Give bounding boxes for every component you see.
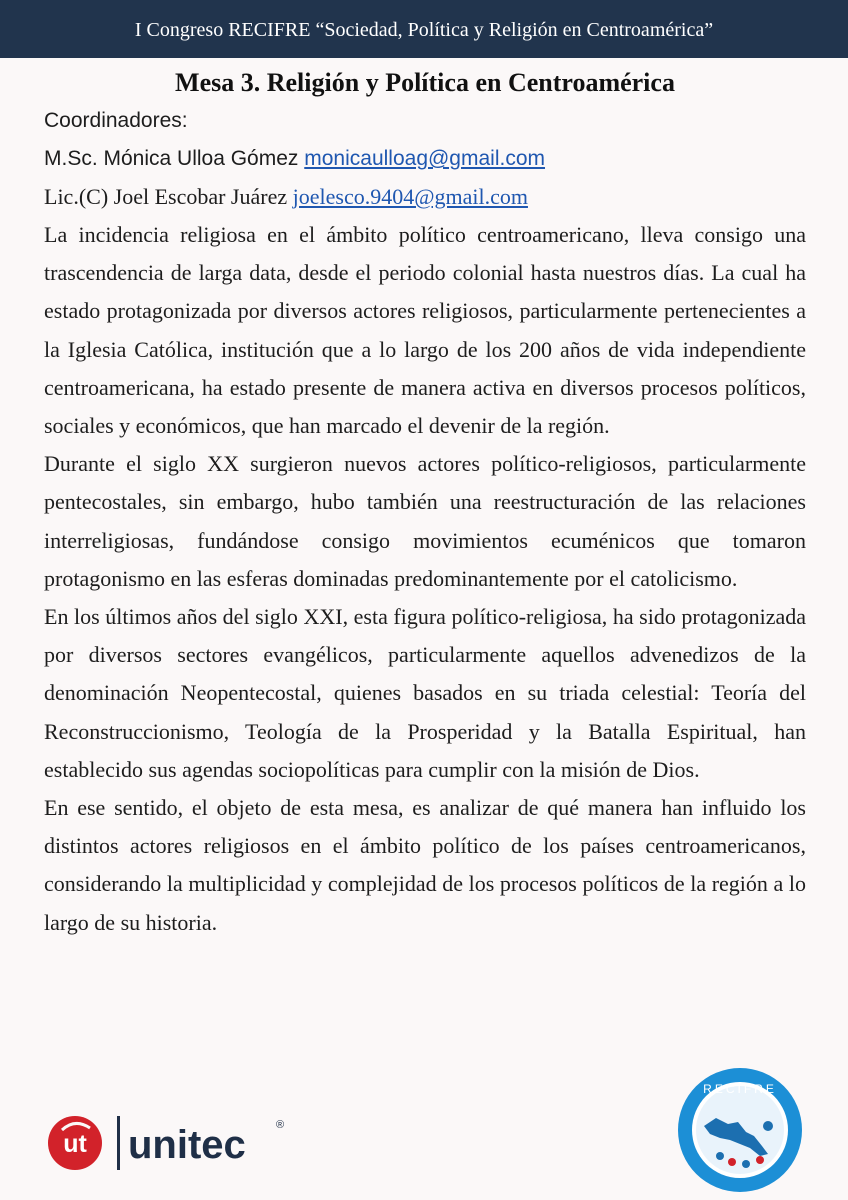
coordinator-1-name: M.Sc. Mónica Ulloa Gómez	[44, 147, 305, 170]
coordinator-2-email-link[interactable]: joelesco.9404@gmail.com	[292, 184, 528, 209]
paragraph-3: En los últimos años del siglo XXI, esta figura político-religiosa, ha sido protagonizada por diversos sectores evangélicos, particularmente aquellos advenedizos de la denominación Neopentecostal, quienes basados en su triada celestial: Teoría del Reconstruccionismo, Teología de la Prosperidad y la Batalla Espiritual, han establecido sus agendas sociopolíticas para cumplir con la misión de Dios.	[44, 604, 806, 782]
unitec-wordmark: unitec	[128, 1123, 246, 1167]
coordinator-1	[44, 140, 806, 178]
coordinator-2	[44, 178, 806, 216]
paragraph-2: Durante el siglo XX surgieron nuevos actores político-religiosos, particularmente pentecostales, sin embargo, hubo también una reestructuración de las relaciones interreligiosas, fundándose consigo movimientos ecuménicos que tomaron protagonismo en las esferas dominadas predominantemente por el catolicismo.	[44, 451, 806, 591]
congress-title: I Congreso RECIFRE “Sociedad, Política y Religión en Centroamérica”	[134, 19, 714, 41]
paragraph-1: La incidencia religiosa en el ámbito político centroamericano, lleva consigo una trascendencia de larga data, desde el periodo colonial hasta nuestros días. La cual ha estado protagonizada por diversos actores religiosos, particularmente pertenecientes a la Iglesia Católica, institución que a lo largo de los 200 años de vida independiente centroamericana, ha estado presente de manera activa en diversos procesos políticos, sociales y económicos, que han marcado el devenir de la región.	[44, 222, 806, 439]
coordinator-1-email-link[interactable]: monicaulloag@gmail.com	[304, 147, 546, 170]
main-content	[44, 64, 806, 942]
paragraph-4: En ese sentido, el objeto de esta mesa, es analizar de qué manera han influido los distintos actores religiosos en el ámbito político de los países centroamericanos, considerando la multiplicidad y complejidad de los procesos políticos de la región a lo largo de su historia.	[44, 795, 806, 935]
registered-mark: ®	[276, 1119, 285, 1131]
recifre-logo	[676, 1066, 804, 1194]
coordinator-2-name: Lic.(C) Joel Escobar Juárez	[44, 184, 293, 209]
header-bar	[0, 0, 848, 58]
mesa-title: Mesa 3. Religión y Política en Centroamérica	[175, 68, 675, 97]
coordinators-label: Coordinadores:	[44, 109, 188, 132]
unitec-logo	[44, 1112, 294, 1174]
unitec-mark-text: ut	[63, 1130, 87, 1158]
recifre-ring-text: RECIFRE	[703, 1082, 777, 1096]
